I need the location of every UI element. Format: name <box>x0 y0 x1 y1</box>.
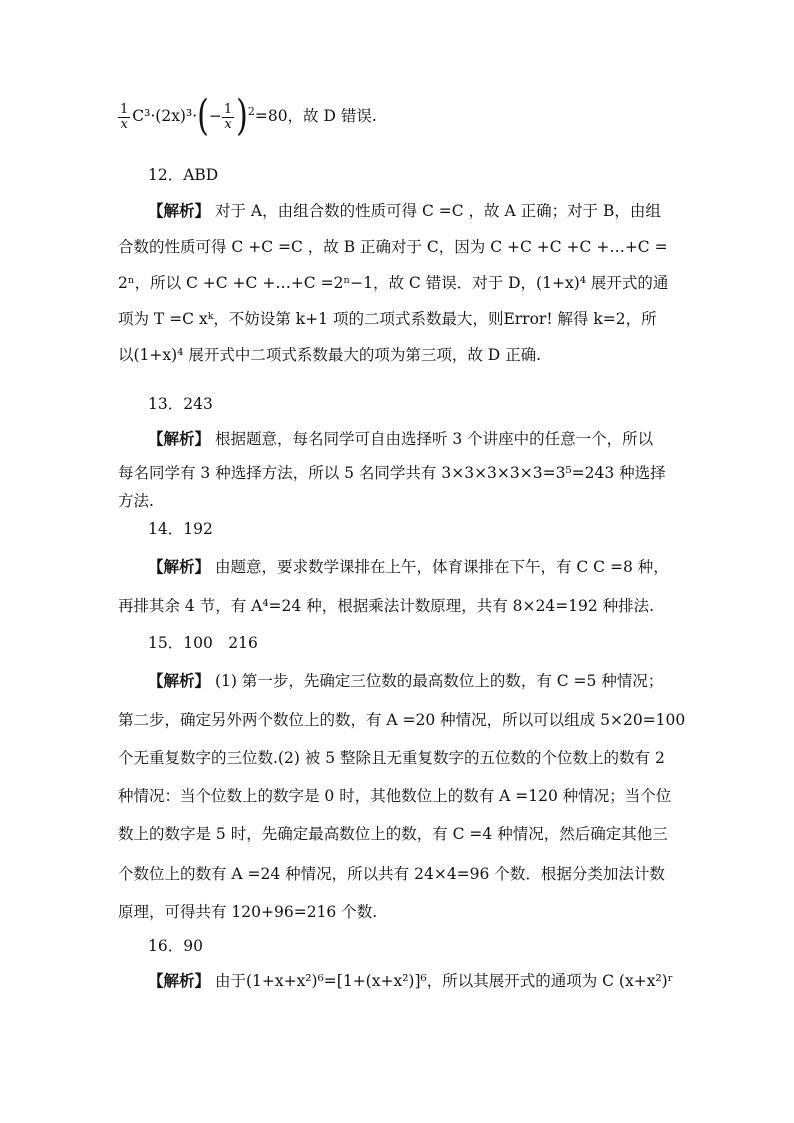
fraction <box>118 103 130 132</box>
text-line: 再排其余 4 节，有 A⁴=24 种，根据乘法计数原理，共有 8×24=192 种排法. <box>118 597 655 615</box>
exponent: 2 <box>247 105 255 118</box>
text-line: 个数位上的数有 A =24 种情况，所以共有 24×4=96 个数．根据分类加法计数 <box>118 865 665 883</box>
numerator: 1 <box>120 101 129 117</box>
text-line: 以(1+x)⁴ 展开式中二项式系数最大的项为第三项，故 D 正确. <box>118 346 542 364</box>
text-line: 个无重复数字的三位数.(2) 被 5 整除且无重复数字的五位数的个位数上的数有 2 <box>118 749 665 767</box>
text-line: 合数的性质可得 C +C =C ，故 B 正确对于 C，因为 C +C +C +C +…+C = <box>118 238 668 256</box>
solution-text: 由于(1+x+x²)⁶=[1+(x+x²)]⁶，所以其展开式的通项为 C (x+x²)ʳ <box>214 972 674 990</box>
denominator: x <box>224 116 232 132</box>
solution-line <box>148 671 663 691</box>
solution-tag: 【解析】 <box>148 557 211 576</box>
line-formula-1 <box>118 91 377 141</box>
answer-12: 12．ABD <box>148 166 219 184</box>
answer-13: 13．243 <box>148 395 213 413</box>
left-paren: ( <box>197 91 209 141</box>
text-line: 原理，可得共有 120+96=216 个数. <box>118 903 378 921</box>
text-line: 项为 T =C xᵏ，不妨设第 k+1 项的二项式系数最大，则Error! 解得 k=2，所 <box>118 310 657 328</box>
right-paren: ) <box>236 91 248 141</box>
text-line: 第二步，确定另外两个数位上的数，有 A =20 种情况，所以可以组成 5×20=100 <box>118 711 686 729</box>
text-line: 种情况：当个位数上的数字是 0 时，其他数位上的数有 A =120 种情况；当个位 <box>118 787 672 805</box>
solution-line <box>148 971 673 991</box>
solution-tag: 【解析】 <box>148 429 211 448</box>
solution-text: (1) 第一步，先确定三位数的最高数位上的数，有 C =5 种情况； <box>214 672 664 690</box>
solution-text: 由题意，要求数学课排在上午，体育课排在下午，有 C C =8 种， <box>214 558 669 576</box>
solution-tag: 【解析】 <box>148 971 211 990</box>
minus-sign: − <box>208 107 222 126</box>
answer-16: 16．90 <box>148 937 203 955</box>
text-line: 2ⁿ，所以 C +C +C +…+C =2ⁿ−1，故 C 错误．对于 D，(1+x)⁴ 展开式的通 <box>118 274 669 292</box>
solution-line <box>148 201 661 221</box>
numerator: 1 <box>223 101 233 117</box>
fraction <box>222 103 234 132</box>
text-line: 方法. <box>118 492 154 510</box>
solution-text: 根据题意，每名同学可自由选择听 3 个讲座中的任意一个，所以 <box>214 430 654 448</box>
solution-line <box>148 557 669 577</box>
text-line: 数上的数字是 5 时，先确定最高数位上的数，有 C =4 种情况，然后确定其他三 <box>118 825 668 843</box>
solution-tag: 【解析】 <box>148 201 211 220</box>
solution-line <box>148 429 653 449</box>
answer-14: 14．192 <box>148 520 213 538</box>
denominator: x <box>120 116 128 132</box>
text-line: 每名同学有 3 种选择方法，所以 5 名同学共有 3×3×3×3×3=3⁵=243 种选择 <box>118 464 666 482</box>
solution-text: 对于 A，由组合数的性质可得 C =C ，故 A 正确；对于 B，由组 <box>214 202 661 220</box>
solution-tag: 【解析】 <box>148 671 211 690</box>
answer-15: 15．100 216 <box>148 634 258 652</box>
combination-term: C³·(2x)³· <box>132 107 198 126</box>
line-tail: =80，故 D 错误. <box>254 107 377 126</box>
